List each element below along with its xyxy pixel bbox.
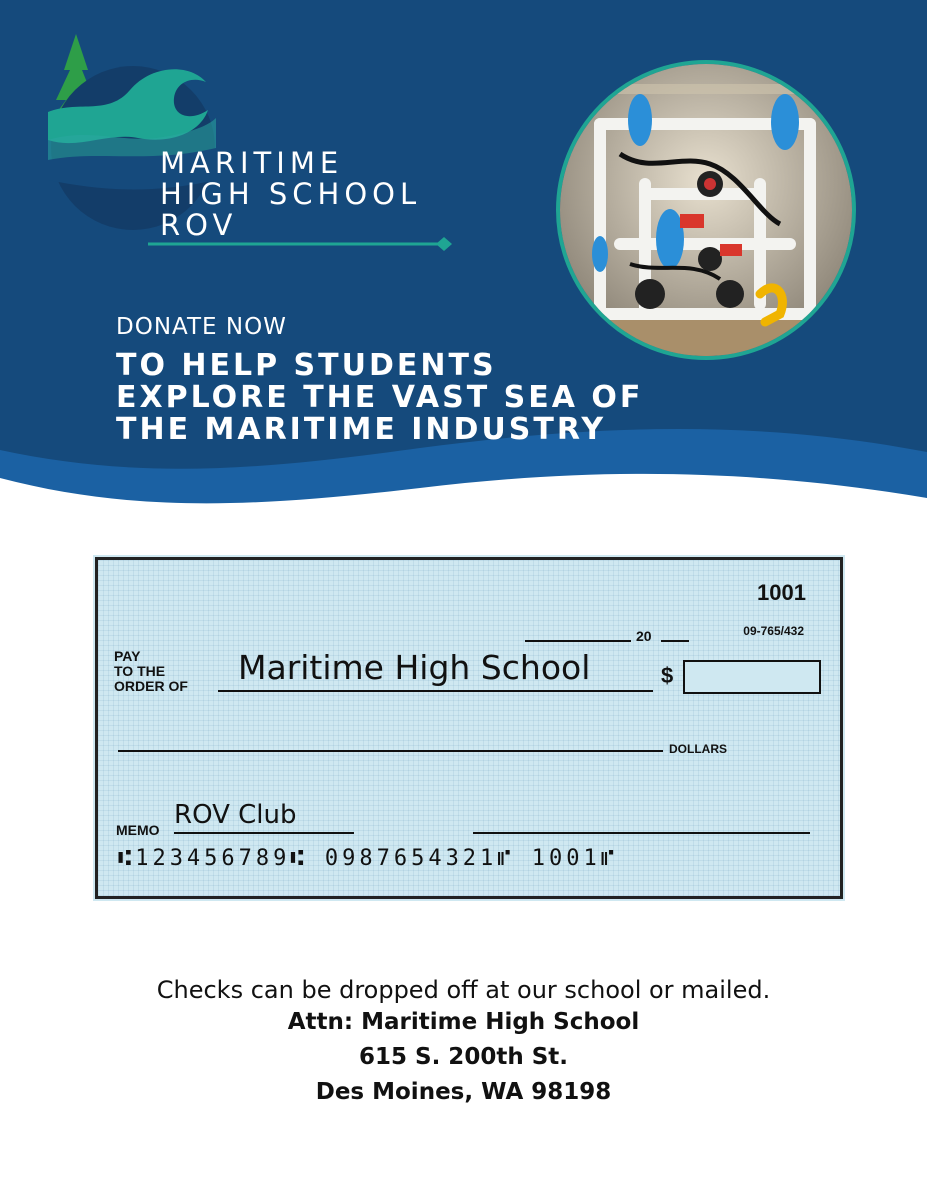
- check-number: 1001: [757, 580, 806, 605]
- pay-label-3: ORDER OF: [114, 678, 188, 694]
- payee-name: Maritime High School: [238, 648, 591, 687]
- memo-text: ROV Club: [174, 800, 297, 830]
- mailing-street: 615 S. 200th St.: [358, 1044, 568, 1070]
- pay-label-2: TO THE: [114, 663, 166, 679]
- memo-label: MEMO: [116, 822, 160, 838]
- dollar-sign: $: [661, 663, 674, 688]
- date-year-line: [661, 640, 689, 642]
- check-body: [95, 557, 843, 899]
- rov-robot-photo: [556, 60, 856, 360]
- hero-headline: TO HELP STUDENTS EXPLORE THE VAST SEA OF THE MARITIME INDUSTRY: [116, 348, 644, 447]
- mailing-info: [0, 975, 927, 1110]
- donate-kicker: DONATE NOW: [116, 314, 287, 340]
- logo-line-1: MARITIME: [160, 146, 344, 180]
- amount-words-line: [118, 750, 663, 752]
- header-banner: [0, 0, 927, 560]
- memo-line: [174, 832, 354, 834]
- micr-line: ⑆123456789⑆ 0987654321⑈ 1001⑈: [118, 846, 618, 871]
- payee-line: [218, 690, 653, 692]
- mailing-attn: Attn: Maritime High School: [287, 1009, 640, 1035]
- check-graphic: [95, 557, 843, 899]
- mailing-intro: Checks can be dropped off at our school or mailed.: [156, 976, 771, 1004]
- date-prefix: 20: [636, 628, 652, 644]
- mailing-city: Des Moines, WA 98198: [315, 1079, 612, 1105]
- pay-label-1: PAY: [114, 648, 141, 664]
- rov-illustration: [560, 64, 852, 356]
- logo-text: [160, 148, 421, 241]
- amount-box: [683, 660, 821, 694]
- logo-underline: [148, 237, 458, 251]
- logo-line-3: ROV: [160, 208, 238, 242]
- date-line: [525, 640, 631, 642]
- routing-fraction: 09-765/432: [743, 624, 804, 638]
- dollars-label: DOLLARS: [669, 742, 727, 756]
- signature-line: [473, 832, 810, 834]
- logo-line-2: HIGH SCHOOL: [160, 177, 422, 211]
